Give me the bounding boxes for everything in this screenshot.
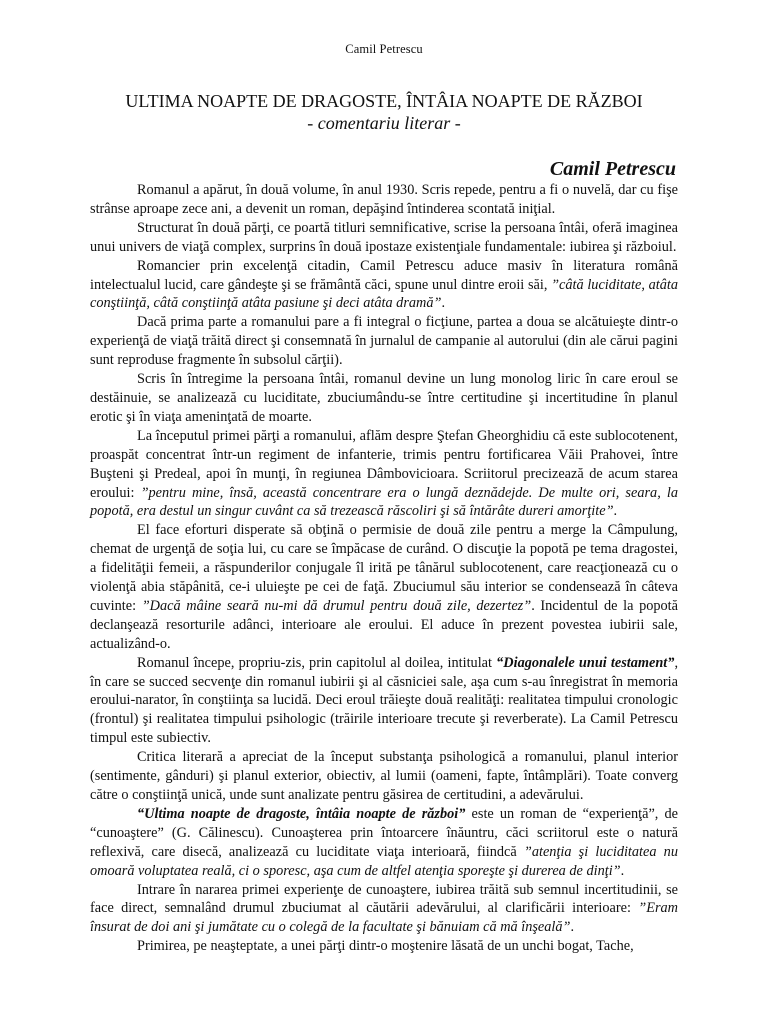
paragraph — [90, 313, 678, 370]
quotation: ”pentru mine, însă, această concentrare era o lungă deznădejde. De multe ori, seara, la popotă, era destul un singur cuvânt ca să trezească răscoliri şi să întărâte dureri amorţite” — [90, 484, 678, 520]
paragraph-text: . — [613, 503, 618, 520]
paragraph-text: . — [620, 862, 625, 879]
paragraph — [90, 219, 678, 257]
work-title: “Diagonalele unui testament” — [496, 654, 675, 671]
paragraph — [90, 521, 678, 653]
paragraph — [90, 937, 678, 956]
paragraph-text: este un roman de “experienţă”, de “cunoaştere” (G. Călinescu). Cunoaşterea prin întoarcere înăuntru, căci scriitorul este o natură reflexivă, care disecă, analizează cu luciditate viaţa interioară, fiindcă — [90, 805, 678, 860]
paragraph-text: La începutul primei părţi a romanului, aflăm despre Ştefan Gheorghidiu că este sublocotenent, proaspăt concentrat într-un regiment de infanterie, trimis pentru fortificarea Văii Prahovei, între Buşteni şi Predeal, apoi în munţi, în regiunea Dâmbovicioara. Scriitorul precizează de acum starea eroului: — [90, 427, 678, 501]
document-title: ULTIMA NOAPTE DE DRAGOSTE, ÎNTÂIA NOAPTE DE RĂZBOI — [125, 91, 643, 111]
paragraph-text: Structurat în două părţi, ce poartă titluri semnificative, scrise la persoana întâi, oferă imaginea unui univers de viaţă complex, surprins în două ipostaze existenţiale fundamentale: iubirea şi războiul. — [90, 219, 678, 255]
quotation: ”atenţia şi luciditatea nu omoară voluptatea reală, ci o sporesc, aşa cum de altfel atenţia sporeşte şi durerea de dinţi” — [90, 843, 678, 879]
paragraph-text: Dacă prima parte a romanului pare a fi integral o ficţiune, partea a doua se alcătuieşte dintr-o experienţă de viaţă trăită direct şi consemnată în jurnalul de campanie al autorului (din ale cărui pagini sunt reproduse fragmente în subsolul cărţii). — [90, 314, 678, 369]
paragraph-text: Romancier prin excelenţă citadin, Camil Petrescu aduce masiv în literatura română intelectualul lucid, care gândeşte şi se frământă căci, spune unul dintre eroii săi, — [90, 257, 678, 293]
paragraph — [90, 427, 678, 522]
document-subtitle: - comentariu literar - — [307, 113, 461, 133]
paragraph-text: , în care se succed secvenţe din romanul iubirii şi al căsniciei sale, aşa cum s-au înregistrat în memoria eroului-narator, în conştiinţa sa lucidă. Deci eroul trăieşte două realităţi: realitatea timpului cronologic (frontul) şi realitatea timpului psihologic (trăirile interioare trecute şi reverberate). La Camil Petrescu timpul este subiectiv. — [90, 654, 679, 747]
paragraph-text: Intrare în nararea primei experienţe de cunoaştere, iubirea trăită sub semnul incertitudinii, se face direct, semnalând drumul zbuciumat al căutării adevărului, al clarificării interioare: — [90, 881, 678, 917]
running-header: Camil Petrescu — [345, 42, 423, 56]
paragraph — [90, 257, 678, 314]
quotation: ”Eram însurat de doi ani şi jumătate cu o colegă de la facultate şi bănuiam că mă înşeală” — [90, 900, 678, 936]
paragraph — [90, 881, 678, 938]
paragraph-text: Romanul a apărut, în două volume, în anul 1930. Scris repede, pentru a fi o nuvelă, dar cu fişe strânse aproape zece ani, a devenit un roman, depăşind întinderea scontată iniţial. — [90, 182, 678, 217]
paragraph-text: Romanul începe, propriu-zis, prin capitolul al doilea, intitulat — [137, 654, 497, 671]
work-title: “Ultima noapte de dragoste, întâia noapte de război” — [137, 805, 466, 822]
paragraph — [90, 654, 678, 749]
paragraph-text: . — [441, 295, 446, 312]
paragraph-text: . — [570, 919, 575, 936]
paragraph-text: Critica literară a apreciat de la început substanţa psihologică a romanului, planul interior (sentimente, gânduri) şi planul exterior, obiectiv, al lumii (oameni, fapte, întâmplări). Toate converg către o conştiinţă unică, unde sunt analizate pentru găsirea de certitudini, a adevărului. — [90, 749, 678, 803]
paragraph-text: Primirea, pe neaşteptate, a unei părţi dintr-o moştenire lăsată de un unchi bogat, Tache, — [137, 938, 634, 955]
paragraph-text: El face eforturi disperate să obţină o permisie de două zile pentru a merge la Câmpulung, chemat de urgenţă de soţia lui, cu care se împăcase de curând. O discuţie la popotă pe tema dragostei, a fidelităţii femeii, a răspunderilor conjugale îl irită pe tânărul sublocotenent, care reacţionează cu o violenţă abia stăpânită, ce-i uluieşte pe cei de faţă. Zbuciumul său interior se condensează în câteva cuvinte: — [90, 522, 678, 614]
paragraph — [90, 181, 678, 219]
quotation: ”câtă luciditate, atâta conştiinţă, câtă conştiinţă atâta pasiune şi deci atâta dramă” — [90, 276, 678, 312]
paragraph-text: Scris în întregime la persoana întâi, romanul devine un lung monolog liric în care eroul se destăinuie, se analizează cu luciditate, zbuciumându-se între certitudine şi incertitudine în planul erotic şi în viaţa ameninţată de moarte. — [90, 371, 678, 425]
quotation: ”Dacă mâine seară nu-mi dă drumul pentru două zile, dezertez” — [141, 597, 532, 614]
body-text — [90, 181, 678, 956]
paragraph-text: . Incidentul de la popotă declanşează resorturile adânci, interioare ale eroului. El aduce în prezent povestea iubirii sale, actualizând-o. — [90, 597, 678, 652]
paragraph — [90, 748, 678, 805]
paragraph — [90, 805, 678, 881]
paragraph — [90, 370, 678, 427]
author-name: Camil Petrescu — [549, 158, 676, 180]
